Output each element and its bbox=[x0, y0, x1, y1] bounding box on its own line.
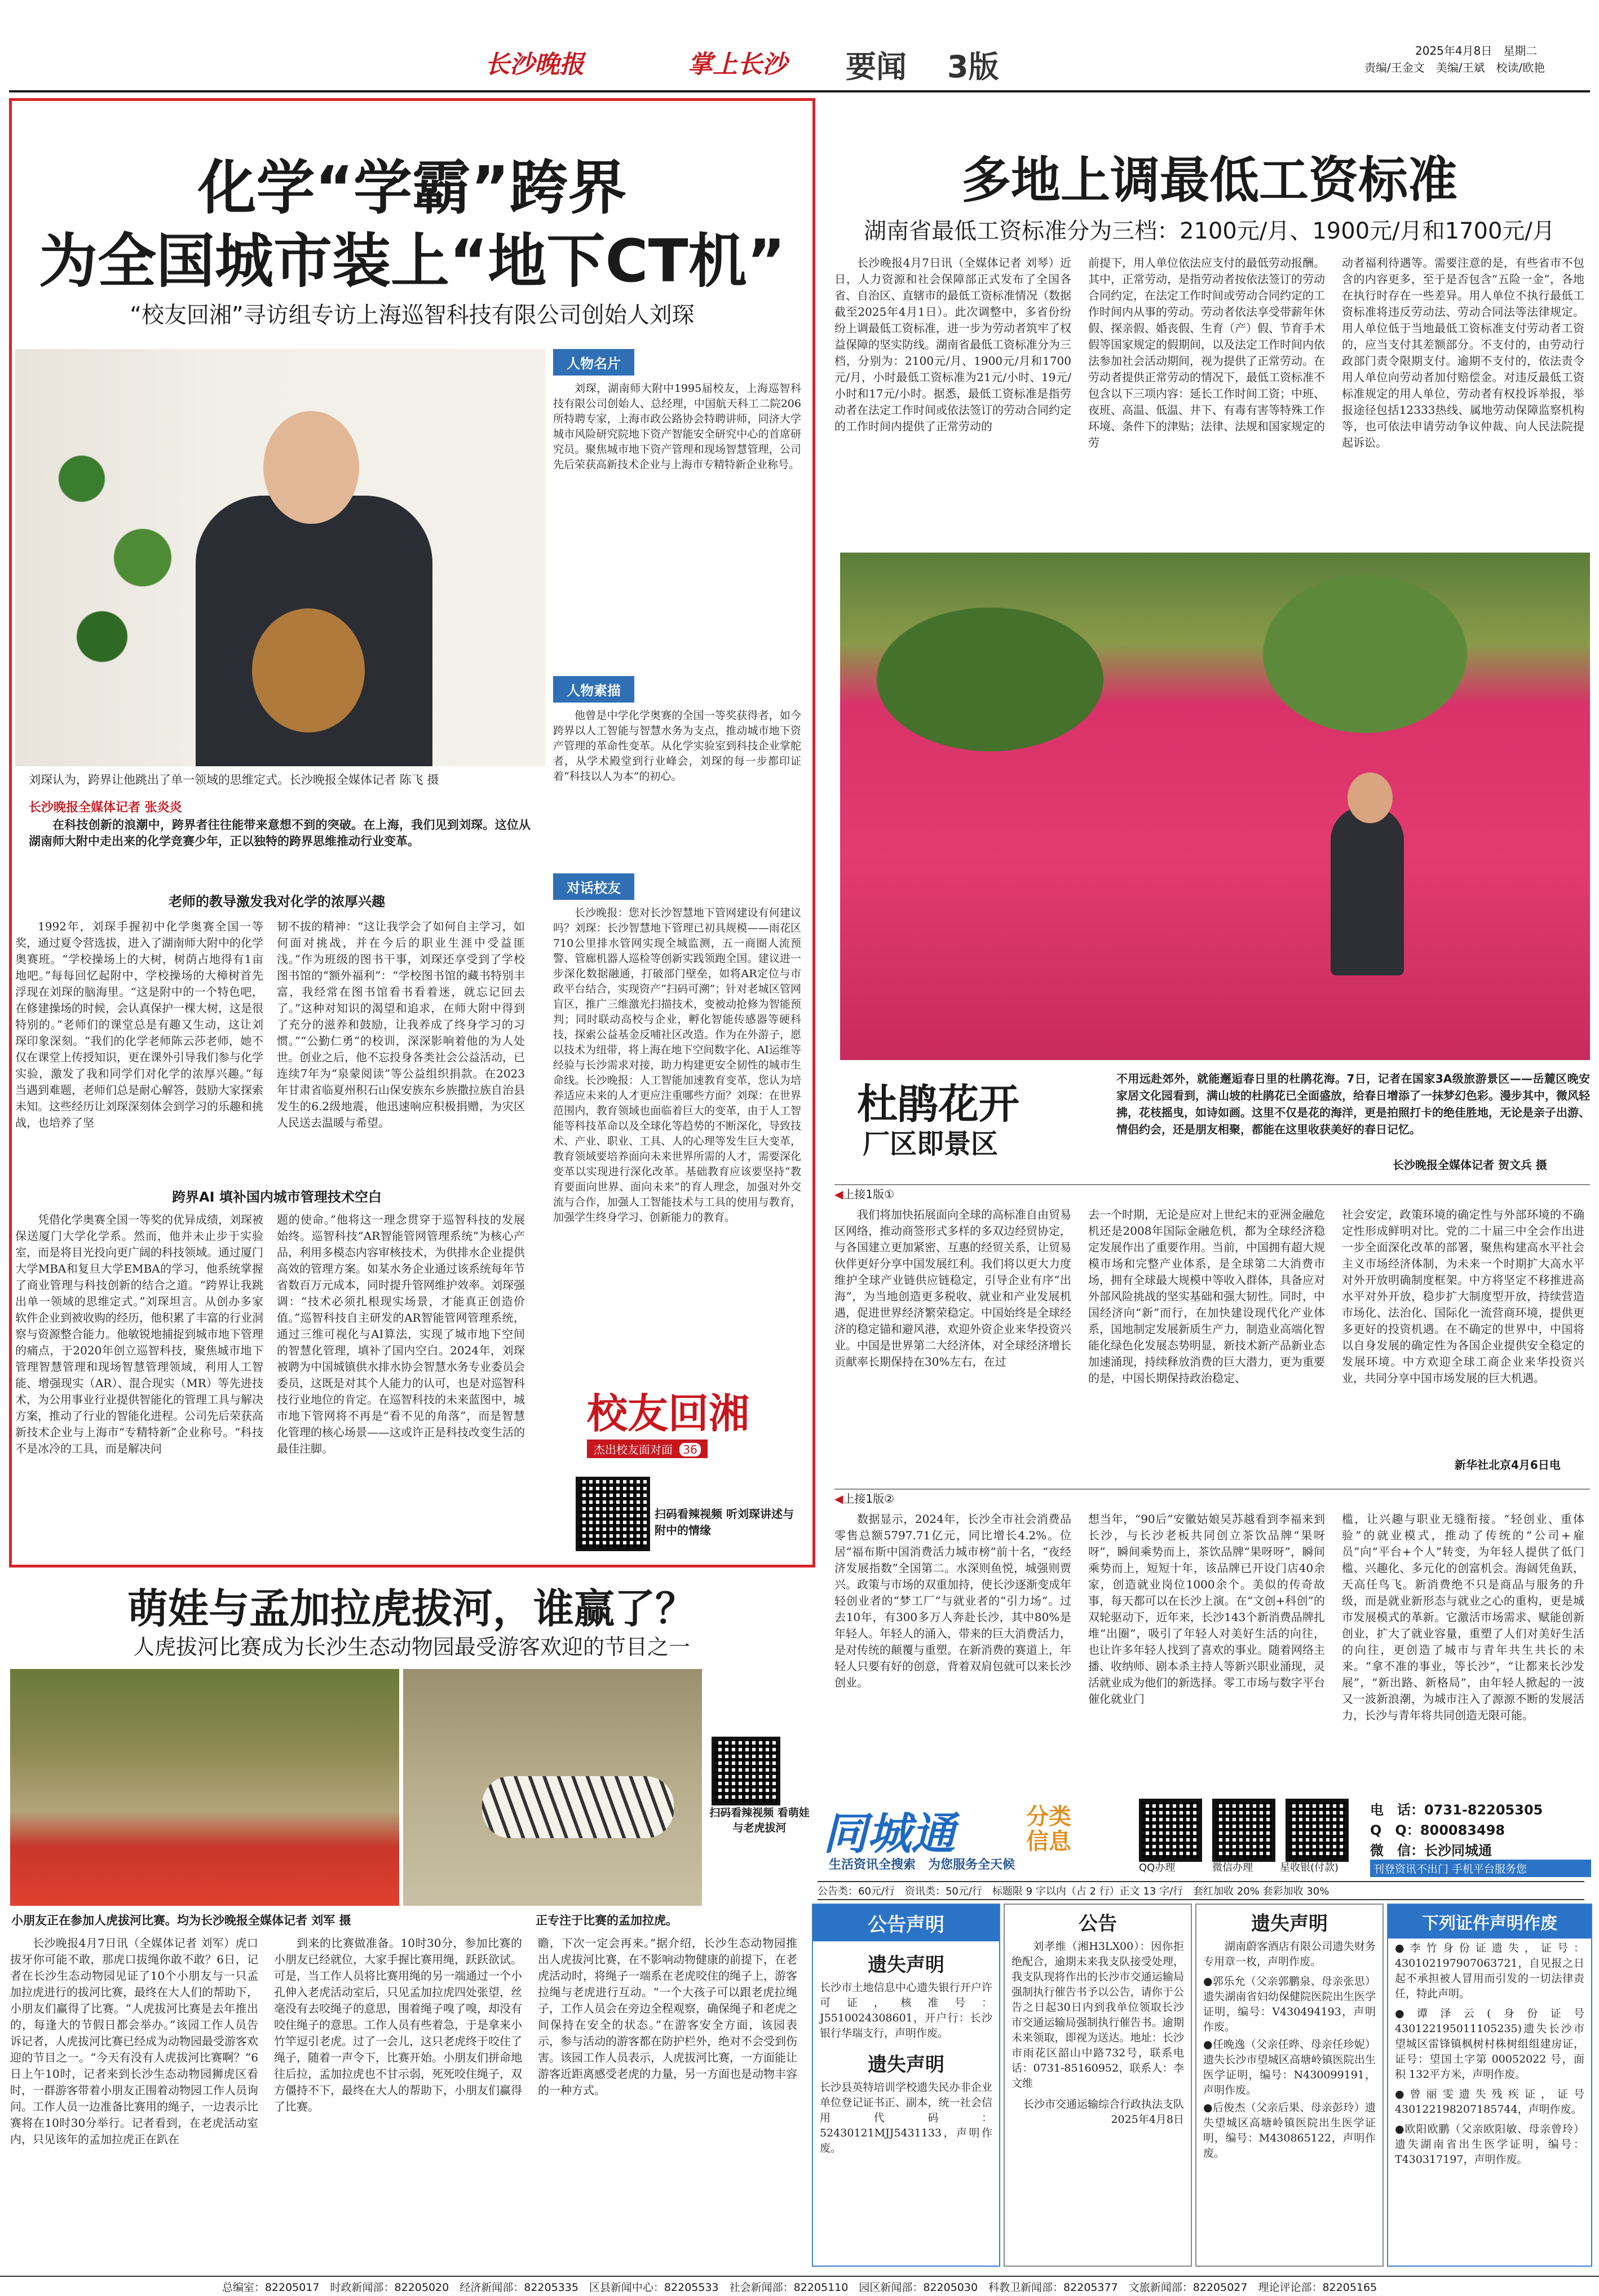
tiger-qr-code[interactable] bbox=[712, 1737, 780, 1805]
ads-qr-label-wechat: 微信办理 bbox=[1212, 1862, 1253, 1874]
azalea-subtitle: 厂区即景区 bbox=[863, 1128, 999, 1160]
ad-box3-title: 遗失声明 bbox=[1251, 1913, 1328, 1935]
tiger-headline: 萌娃与孟加拉虎拔河，谁赢了？ bbox=[127, 1585, 696, 1632]
byline: 长沙晚报全媒体记者 张炎炎 bbox=[29, 801, 182, 815]
section1-col2: 韧不拔的精神：“这让我学会了如何自主学习，如何面对挑战，并在今后的职业生涯中受益匪浅。”作为班级的图书干事，刘琛还享受到了学校图书馆的“额外福利”：“学校图书馆的藏书特别丰富，我经常在图书馆看书看着迷，就忘记回去了。”这种对知识的渴望和追求，在师大附中得到了充分的滋养和鼓励，让我养成了终身学习的习惯。”“公勤仁勇”的校训，深深影响着他的为人处世。创业之后，他不忘投身各类社会公益活动，已连续7年为“泉蒙阅读”等公益组织捐款。在2023年甘肃省临夏州积石山保安族东乡族撒拉族自治县发生的6.2级地震，他迅速响应积极捐赠，为灾区人民送去温暖与希望。 bbox=[277, 920, 525, 1129]
ad-box4-item4: ●欧阳欧鹏（父亲欧阳敏、母亲曾玲）遗失湖南省出生医学证明，编号：T430317197，声明作废。 bbox=[1395, 2123, 1584, 2166]
qr-code-video[interactable] bbox=[576, 1477, 650, 1551]
sketch-text: 他曾是中学化学奥赛的全国一等奖获得者，如今跨界以人工智能与智慧水务为支点，推动城市地下资产管理的革命性变革。从化学实验室到科技企业掌舵者，从学术殿堂到行业峰会，刘琛的每一步都印证着“科技以人为本”的初心。 bbox=[553, 709, 801, 783]
ads-mini-banner: 刊登资讯不出门 手机平台服务您 bbox=[1370, 1860, 1591, 1877]
tiger-caption: 正专注于比赛的孟加拉虎。 bbox=[536, 1914, 678, 1927]
ad-box3-text: 湖南蔚客酒店有限公司遗失财务专用章一枚，声明作废。 bbox=[1203, 1940, 1376, 1968]
article-chemistry bbox=[9, 98, 815, 1568]
wage-subtitle: 湖南省最低工资标准分为三档：2100元/月、1900元/月和1700元/月 bbox=[864, 218, 1555, 244]
woman-head bbox=[1348, 772, 1393, 823]
issue-date: 2025年4月8日 星期二 bbox=[1415, 44, 1538, 58]
column-logo-title: 校友回湘 bbox=[587, 1389, 750, 1437]
kids-photo bbox=[10, 1669, 399, 1906]
ad-box-lost bbox=[1195, 1904, 1384, 2267]
app-name: 掌上长沙 bbox=[688, 50, 787, 79]
ad-box3-item3: ●后俊杰（父亲后果、母亲彭玲）遗失望城区高塘岭镇医院出生医学证明，编号：M430865122，声明作废。 bbox=[1203, 2101, 1376, 2160]
kids-caption: 小朋友正在参加人虎拔河比赛。均为长沙晚报全媒体记者 刘军 摄 bbox=[11, 1914, 351, 1927]
ads-block bbox=[806, 1793, 1596, 2272]
ads-brand-sub: 分类信息 bbox=[1026, 1804, 1071, 1855]
ad-box-announcement bbox=[1004, 1904, 1195, 2267]
ad-box2-sign: 长沙市交通运输综合行政执法支队 2025年4月8日 bbox=[1023, 2098, 1195, 2126]
ad-box-invalid bbox=[1387, 1904, 1592, 2267]
cont2-col2: 想当年，“90后”安徽姑娘吴苏越看到李福来到长沙，与长沙老板共同创立茶饮品牌“果呀呀”，瞬间乘势而上，茶饮品牌“果呀呀”，瞬间乘势而上，短短十年，该品牌已开设门店40余家，创造就业岗位1000余个。美似的传奇故事，每天都可以在长沙上演。在“文创+科创”的双轮驱动下，近年来，长沙143个新消费品牌扎堆“出圈”，吸引了年轻人对美好生活的向往，也让许多年轻人找到了喜欢的事业。随着网络主播、收纳师、剧本杀主持人等新兴职业涌现，灵活就业成为他们的新选择。零工市场与数字平台催化就业门 bbox=[1088, 1512, 1325, 1706]
profile-text: 刘琛，湖南师大附中1995届校友，上海巡智科技有限公司创始人、总经理，中国航天科工二院206所特聘专家，上海市政公路协会特聘讲师，同济大学城市风险研究院地下资产智能安全研究中心的首席研究员。聚焦城市地下资产管理和现场智慧管理，公司先后荣获高新技术企业与上海市专精特新企业称号。 bbox=[553, 382, 801, 471]
lead-paragraph: 在科技创新的浪潮中，跨界者往往能带来意想不到的突破。在上海，我们见到刘琛。这位从湖南师大附中走出来的化学竞赛少年，正以独特的跨界思维推动行业变革。 bbox=[29, 818, 531, 848]
cont1-col3: 社会安定，政策环境的确定性与外部环境的不确定性形成鲜明对比。党的二十届三中全会作出进一步全面深化改革的部署，聚焦构建高水平社会主义市场经济体制，为未来一个时期扩大高水平对外开放明确制度框架。中方将坚定不移推进高水平对外开放，稳步扩大制度型开放，持续营造市场化、法治化、国际化一流营商环境，提供更多更好的投资机遇。在不确定的世界中，中国将以自身发展的确定性为各国企业提供安全稳定的发展环境。中方欢迎全球工商企业来华投资兴业，共同分享中国市场发展的巨大机遇。 bbox=[1342, 1208, 1584, 1385]
profile-sidebar bbox=[553, 349, 801, 687]
ad-box1-text2: 长沙县英特培训学校遗失民办非企业单位登记证书正、副本，统一社会信用代码：52430121MJJ5431133，声明作废。 bbox=[820, 2081, 992, 2154]
ads-qr-label-pay: 星收银(付款) bbox=[1280, 1862, 1339, 1874]
editors: 责编/王金文 美编/王斌 校读/欧艳 bbox=[1364, 61, 1545, 74]
ads-qr-label-qq: QQ办理 bbox=[1139, 1862, 1176, 1874]
sketch-sidebar bbox=[553, 676, 801, 823]
wage-headline: 多地上调最低工资标准 bbox=[961, 151, 1457, 209]
ad-box2-text: 刘孝维（湘H3LX00）：因你拒绝配合，逾期未来我支队接受处理，我支队现将作出的长沙市交通运输局强制执行催告书予以公告，请你于公告之日起30日内到我单位领取长沙市交通运输局强制执行催告书。逾期未来领取，即视为送达。地址：长沙市雨花区韶山中路732号，联系电话：0731-85160952，联系人：李文维 bbox=[1011, 1940, 1184, 2090]
tiger-qr-caption: 扫码看辣视频 看萌娃 与老虎拔河 bbox=[709, 1807, 810, 1834]
ads-slogan: 生活资讯全搜索 为您服务全天候 bbox=[829, 1858, 1015, 1872]
portrait-caption: 刘琛认为，跨界让他跳出了单一领域的思维定式。长沙晚报全媒体记者 陈飞 摄 bbox=[29, 773, 439, 787]
tiger-body bbox=[482, 1776, 674, 1838]
continued1-label-text: 上接1版① bbox=[843, 1187, 895, 1201]
ad-box4-item2: ●谭泽云(身份证号 430122195011105235)遗失长沙市望城区雷锋镇枫树村株树组组建房证，证号：望国土字第 00052022 号，面积 132平方米，声明作废。 bbox=[1395, 2007, 1584, 2081]
wage-col3: 动者福利待遇等。需要注意的是，有些省市不包含的内容更多，至于是否包含“五险一金”，各地在执行时存在一些差异。用人单位不执行最低工资标准将违反劳动法、劳动合同法等法律规定。用人单位低于当地最低工资标准支付劳动者工资的，应当支付其差额部分。不支付的，由劳动行政部门责令限期支付。逾期不支付的，依法责令用人单位向劳动者加付赔偿金。对违反最低工资标准规定的用人单位，劳动者有权投诉举报，举报途径包括12333热线、属地劳动保障监察机构等，也可依法申请劳动争议仲裁、向人民法院提起诉讼。 bbox=[1342, 256, 1584, 449]
qr-caption: 扫码看辣视频 听刘琛讲述与附中的情缘 bbox=[655, 1507, 794, 1537]
paper-name: 长沙晚报 bbox=[485, 50, 584, 79]
azalea-text: 不用远赴郊外，就能邂逅春日里的杜鹃花海。7日，记者在国家3A级旅游景区——岳麓区晚安家居文化园看到，满山坡的杜鹃花已全面盛放，给春日增添了一抹梦幻色彩。漫步其中，微风轻拂，花枝摇曳，如诗如画。这里不仅是花的海洋，更是拍照打卡的绝佳胜地，无论是亲子出游、情侣约会，还是朋友相聚，都能在这里收获美好的春日记忆。 bbox=[1116, 1072, 1590, 1136]
footer-directory: 总编室：82205017 时政新闻部：82205020 经济新闻部：82205335 区县新闻中心：82205533 社会新闻部：82205110 园区新闻部：82205030 科教卫新闻部：82205377 文旅新闻部：82205027 理论评论部：82205165 bbox=[0, 2276, 1599, 2296]
section1-title: 老师的教导激发我对化学的浓厚兴趣 bbox=[169, 894, 385, 909]
section2-col2: 题的使命。”他将这一理念贯穿于巡智科技的发展始终。巡智科技“AR智能管网管理系统”为核心产品，利用多模态内容审核技术，为供排水企业提供高效的管理方案。如某水务企业通过该系统每年节省数百万元成本，同时提升管网维护效率。刘琛强调：“技术必须扎根现实场景，才能真正创造价值。”巡智科技自主研发的AR智能管网管理系统，通过三维可视化与AI算法，实现了城市地下空间的智慧化管理，填补了国内空白。2024年，刘琛被聘为中国城镇供水排水协会智慧水务专业委员会委员，这既是对其个人能力的认可，也是对巡智科技行业地位的肯定。在巡智科技的未来蓝图中，城市地下管网将不再是“看不见的角落”，而是智慧化管理的核心场景——这或许正是科技改变生活的最佳注脚。 bbox=[277, 1213, 525, 1455]
profile-tag: 人物名片 bbox=[553, 349, 634, 376]
ad-box1-heading1: 遗失声明 bbox=[868, 1954, 944, 1976]
column-logo bbox=[587, 1381, 779, 1460]
column-logo-num: 36 bbox=[679, 1443, 700, 1456]
ad-box4-item3: ●曾丽雯遗失残疾证，证号 430122198207185744，声明作废。 bbox=[1395, 2088, 1584, 2116]
ad-box3-item1: ●郭乐允（父亲郭鹏泉、母亲张思）遗失湖南省妇幼保健院医院出生医学证明，编号：V430494193，声明作废。 bbox=[1203, 1975, 1376, 2033]
tiger-col3: 瞻，下次一定会再来。”据介绍，长沙生态动物园推出人虎拔河比赛，在不影响动物健康的前提下，在老虎活动时，将绳子一端系在老虎咬住的绳子上，游客拉绳与老虎进行互动。“一个大孩子可以跟老虎拉绳子，工作人员会在旁边全程观察，确保绳子和老虎之间保持在安全的状态。”在游客安全方面，该园表示，参与活动的游客都在防护栏外，绝对不会受到伤害。该园工作人员表示，人虎拔河比赛，一方面能让游客近距离感受老虎的力量，另一方面也是动物丰容的一种方式。 bbox=[538, 1936, 797, 2097]
person-head bbox=[263, 411, 359, 524]
ads-brand: 同城通 bbox=[823, 1809, 956, 1860]
continued2-label-text: 上接1版② bbox=[843, 1492, 895, 1505]
ad-box4-title: 下列证件声明作废 bbox=[1388, 1905, 1591, 1939]
cont1-credit: 新华社北京4月6日电 bbox=[1455, 1458, 1561, 1472]
ads-wechat: 微 信：长沙同城通 bbox=[1370, 1843, 1492, 1858]
headline-line2: 为全国城市装上“地下CT机” bbox=[39, 227, 785, 295]
ad-box1-title: 公告声明 bbox=[813, 1905, 999, 1941]
article-subtitle: “校友回湘”寻访组专访上海巡智科技有限公司创始人刘琛 bbox=[130, 302, 695, 328]
ads-price-line: 公告类：60元/行 资讯类：50元/行 标题限 9 字以内（占 2 行）正文 13 字/行 套红加收 20% 套彩加收 30% bbox=[818, 1881, 1584, 1900]
sketch-tag: 人物素描 bbox=[553, 676, 634, 703]
ad-box1-heading2: 遗失声明 bbox=[868, 2054, 944, 2076]
cont1-col2: 去一个时期，无论是应对上世纪末的亚洲金融危机还是2008年国际金融危机，都为全球经济稳定发展作出了重要作用。当前，中国拥有超大规模市场和完整产业体系，是全球第二大消费市场，拥有全球最大规模中等收入群体，具备应对外部风险挑战的坚实基础和强大韧性。同时，中国经济向“新”而行，在加快建设现代化产业体系，国地制定发展新质生产力，制造业高端化智能化绿色化发展态势明显，新技术新产品新业态加速涌现，持续释放消费的巨大潜力，更为重要的是，中国长期保持政治稳定、 bbox=[1088, 1208, 1325, 1385]
ads-qq: Q Q：800083498 bbox=[1370, 1822, 1505, 1838]
cont2-col1: 数据显示，2024年，长沙全市社会消费品零售总额5797.71亿元，同比增长4.2%。位居“福布斯中国消费活力城市榜”前十名，“夜经济发展指数”全国第二。水深则鱼悦，城强则贾兴。政策与市场的双重加持，使长沙逐渐变成年轻创业者的“梦工厂”与就业者的“引力场”。过去10年，有300多万人奔赴长沙，其中80%是年轻人。年轻人的涌入，带来的巨大消费活力，是对传统的颠覆与重塑。在新消费的赛道上，年轻人只要有好的创意，背着双肩包就可以来长沙创业。 bbox=[834, 1512, 1071, 1689]
teddy-bear bbox=[252, 608, 365, 732]
header-rule bbox=[9, 90, 1590, 92]
column-logo-banner bbox=[587, 1440, 708, 1458]
azalea-title: 杜鹃花开 bbox=[857, 1080, 1020, 1128]
ads-qr-pay[interactable] bbox=[1286, 1799, 1349, 1862]
section2-title: 跨界AI 填补国内城市管理技术空白 bbox=[172, 1189, 382, 1205]
continued2-label: ◀上接1版② bbox=[834, 1489, 1590, 1506]
section2-col1: 凭借化学奥赛全国一等奖的优异成绩，刘琛被保送厦门大学化学系。然而，他并未止步于实验室，而是将目光投向更广阔的科技领域。通过厦门大学MBA和复旦大学EMBA的学习，他系统掌握了商业管理与科技创新的结合之道。“跨界让我跳出单一领域的思维定式。”刘琛坦言。从创办多家软件企业到被收购的经历，他积累了丰富的行业洞察与资源整合能力。他敏锐地捕捉到城市地下管理的痛点，于2020年创立巡智科技，聚焦城市地下管理智慧管理和现场智慧管理领域，利用人工智能、增强现实（AR）、混合现实（MR）等先进技术，为公用事业行业提供智能化的管理工具与解决方案，推动了行业的智能化进程。公司先后荣获高新技术企业与上海市“专精特新”企业称号。“科技不是冰冷的工具，而是解决问 bbox=[15, 1213, 263, 1455]
dialog-sidebar bbox=[553, 873, 801, 1358]
dialog-text: 长沙晚报：您对长沙智慧地下管网建设有何建议吗？刘琛：长沙智慧地下管理已初具规模——雨花区710公里排水管网实现全城监测，五一商圈人流预警、管廊机器人巡检等创新实践领跑全国。建议进一步深化数据融通，打破部门壁垒，如将AR定位与市政平台结合，实现资产“扫码可溯”；针对老城区管网盲区，推广三维激光扫描技术，变被动抢修为智能预判；同时联动高校与企业，孵化智能传感器等硬科技，探索公益基金反哺社区改造。作为在外游子，愿以技术为纽带，将上海在地下空间数字化、AI运维等经验与长沙需求对接，助力构建更安全韧性的城市生命线。长沙晚报：人工智能加速教育变革，您认为培养适应未来的人才更应注重哪些方面？刘琛：在世界范围内，教育领域也面临着巨大的变革，由于人工智能等科技革命以及全球化等趋势的不断深化，导致技术、产业、职业、工具、人的心理等发生巨大变革，教育领域要培养面向未来世界所需的人才，需要深化变革以实现进行深化改革。基础教育应该要坚持“教育要面向世界、面向未来”的育人理念，加强对外交流与合作，加强人工智能技术与工具的使用与教育，加强学生终身学习、创新能力的教育。 bbox=[553, 907, 801, 1224]
azalea-credit: 长沙晚报全媒体记者 贺文兵 摄 bbox=[1393, 1158, 1547, 1172]
ads-qr-qq[interactable] bbox=[1139, 1799, 1202, 1862]
ad-box1-text1: 长沙市土地信息中心遗失银行开户许可证，核准号：J5510024308601，开户行：长沙银行华瑞支行，声明作废。 bbox=[820, 1981, 992, 2039]
woman-photographer bbox=[1331, 806, 1404, 975]
cont2-col3: 槛，让兴趣与职业无缝衔接。“轻创业、重体验”的就业模式，推动了传统的“公司+雇员”向“平台+个人”转变，为年轻人提供了低门槛、兴趣化、多元化的创富机会。海阔凭鱼跃，天高任鸟飞。新消费绝不只是商品与服务的升级，而是就业新形态与就业之心的重构，更是城市发展模式的革新。它激活市场需求、赋能创新创业，扩大了就业容量，重塑了人们对美好生活的向往，更创造了城市与青年共生共长的未来。“拿不准的事业，等长沙”，“让都来长沙发展”，“新出路、新格局”，由年轻人掀起的一波又一波新浪潮，为城市注入了源源不断的发展活力，长沙与青年将共同创造无限可能。 bbox=[1342, 1512, 1584, 1722]
section1-col1: 1992年，刘琛手握初中化学奥赛全国一等奖，通过夏令营选拔，进入了湖南师大附中的化学奥赛班。“学校操场上的大树，树荫占地得有1亩地吧。”每每回忆起附中，学校操场的大樟树首先浮现在刘琛的脑海里。“这是附中的一个特色吧，在修建操场的时候，会认真保护一棵大树，这是很特别的。”老师们的课堂总是有趣又生动，这让刘琛印象深刻。“我们的化学老师陈云莎老师，她不仅在课堂上传授知识，更在课外引导我们参与化学实验，激发了我和同学们对化学的浓厚兴趣。”每当遇到难题，老师们总是耐心解答，鼓励大家探索未知。这些经历让刘琛深刻体会到学习的乐趣和挑战，也培养了坚 bbox=[15, 920, 263, 1129]
dialog-tag: 对话校友 bbox=[553, 873, 634, 900]
masthead bbox=[485, 43, 1556, 85]
cont1-col1: 我们将加快拓展面向全球的高标准自由贸易区网络，推动商签形式多样的多双边经贸协定，与各国建立更加紧密、互惠的经贸关系，让贸易伙伴更好分享中国发展红利。我们将以更大力度维护全球产业链供应链稳定，引导企业有序“出海”，为当地创造更多税收、就业和产业发展机遇，促进世界经济繁荣稳定。中国始终是全球经济的稳定锚和避风港，欢迎外资企业来华投资兴业。中国是世界第二大经济体，对全球经济增长贡献率长期保持在30%左右，在过 bbox=[834, 1208, 1071, 1368]
continued1-label: ◀上接1版① bbox=[834, 1184, 1590, 1202]
headline-line1: 化学“学霸”跨界 bbox=[197, 153, 627, 222]
ad-box2-title: 公告 bbox=[1079, 1913, 1117, 1935]
azalea-photo bbox=[840, 553, 1590, 1060]
ads-qr-wechat[interactable] bbox=[1212, 1799, 1275, 1862]
ad-box-notice bbox=[812, 1904, 1000, 2267]
tiger-col2: 到来的比赛做准备。10时30分，参加比赛的小朋友已经就位，大家手握比赛用绳，跃跃欲试。可是，当工作人员将比赛用绳的另一端通过一个小孔伸入老虎活动室后，只见孟加拉虎四处张望，丝毫没有去咬绳子的意思，围着绳子嗅了嗅，却没有咬住绳子的意思。工作人员有些着急，于是拿来小竹竿逗引老虎。过了一会儿，这只老虎终于咬住了绳子，随着一声令下，比赛开始。小朋友们拼命地往后拉，孟加拉虎也不甘示弱，死死咬住绳子，双方僵持不下，最终在大人的帮助下，小朋友们赢得了比赛。 bbox=[274, 1936, 522, 2113]
wage-col2: 前提下，用人单位依法应支付的最低劳动报酬。其中，正常劳动，是指劳动者按依法签订的劳动合同约定，在法定工作时间或劳动合同约定的工作时间内从事的劳动。劳动者依法享受带薪年休假、探亲假、婚丧假、生育（产）假、节育手术假等国家规定的假期间，以及法定工作时间内依法参加社会活动期间，视为提供了正常劳动。在劳动者提供正常劳动的情况下，最低工资标准不包含以下三项内容：延长工作时间工资；中班、夜班、高温、低温、井下、有毒有害等特殊工作环境、条件下的津贴；法律、法规和国家规定的劳 bbox=[1088, 256, 1325, 449]
section-name: 要闻 bbox=[846, 49, 907, 85]
tiger-photo bbox=[403, 1669, 702, 1906]
column-logo-sub: 杰出校友面对面 bbox=[594, 1443, 673, 1456]
ads-phone: 电 话：0731-82205305 bbox=[1370, 1802, 1543, 1818]
tiger-col1: 长沙晚报4月7日讯（全媒体记者 刘军）虎口拔牙你可能不敢，那虎口拔绳你敢不敢？6日，记者在长沙生态动物园见证了10个小朋友与一只孟加拉虎进行的拔河比赛，最终在大人们的帮助下，小朋友们赢得了比赛。“人虎拔河比赛是去年推出的，每逢大的节假日都会举办。”该园工作人员告诉记者，人虎拔河比赛已经成为动物园最受游客欢迎的节目之一。“今天有没有人虎拔河比赛啊？”6日上午10时，记者来到长沙生态动物园狮虎区看时，一群游客带着小朋友正围着动物园工作人员询问。工作人员一边准备比赛用的绳子，一边表示比赛将在10时30分举行。记者看到，在老虎活动室内，只见该年的孟加拉虎正在趴在 bbox=[10, 1936, 258, 2146]
plant-leaves bbox=[21, 360, 224, 755]
portrait-photo bbox=[15, 349, 545, 766]
wage-col1: 长沙晚报4月7日讯（全媒体记者 刘琴）近日，人力资源和社会保障部正式发布了全国各省、自治区、直辖市的最低工资标准情况（数据截至2025年4月1日）。此次调整中，多省份纷纷上调最低工资标准，进一步为劳动者筑牢了权益保障的坚实防线。湖南省最低工资标准分为三档，分别为：2100元/月、1900元/月和1700元/月，小时最低工资标准为21元/小时、19元/小时和17元/小时。据悉，最低工资标准是指劳动者在法定工作时间或依法签订的劳动合同约定的工作时间内提供了正常劳动的 bbox=[834, 256, 1071, 433]
page-number: 3版 bbox=[947, 49, 999, 85]
tiger-subtitle: 人虎拔河比赛成为长沙生态动物园最受游客欢迎的节目之一 bbox=[132, 1635, 690, 1659]
ad-box4-item1: ●李竹身份证遗失，证号：430102197907063721，自见报之日起不承担被人冒用而引发的一切法律责任，特此声明。 bbox=[1395, 1942, 1584, 2000]
ad-box3-item2: ●任晚逸（父亲任晔、母亲任珍妮）遗失长沙市望城区高塘岭镇医院出生医学证明，编号：N430099191，声明作废。 bbox=[1203, 2038, 1376, 2096]
